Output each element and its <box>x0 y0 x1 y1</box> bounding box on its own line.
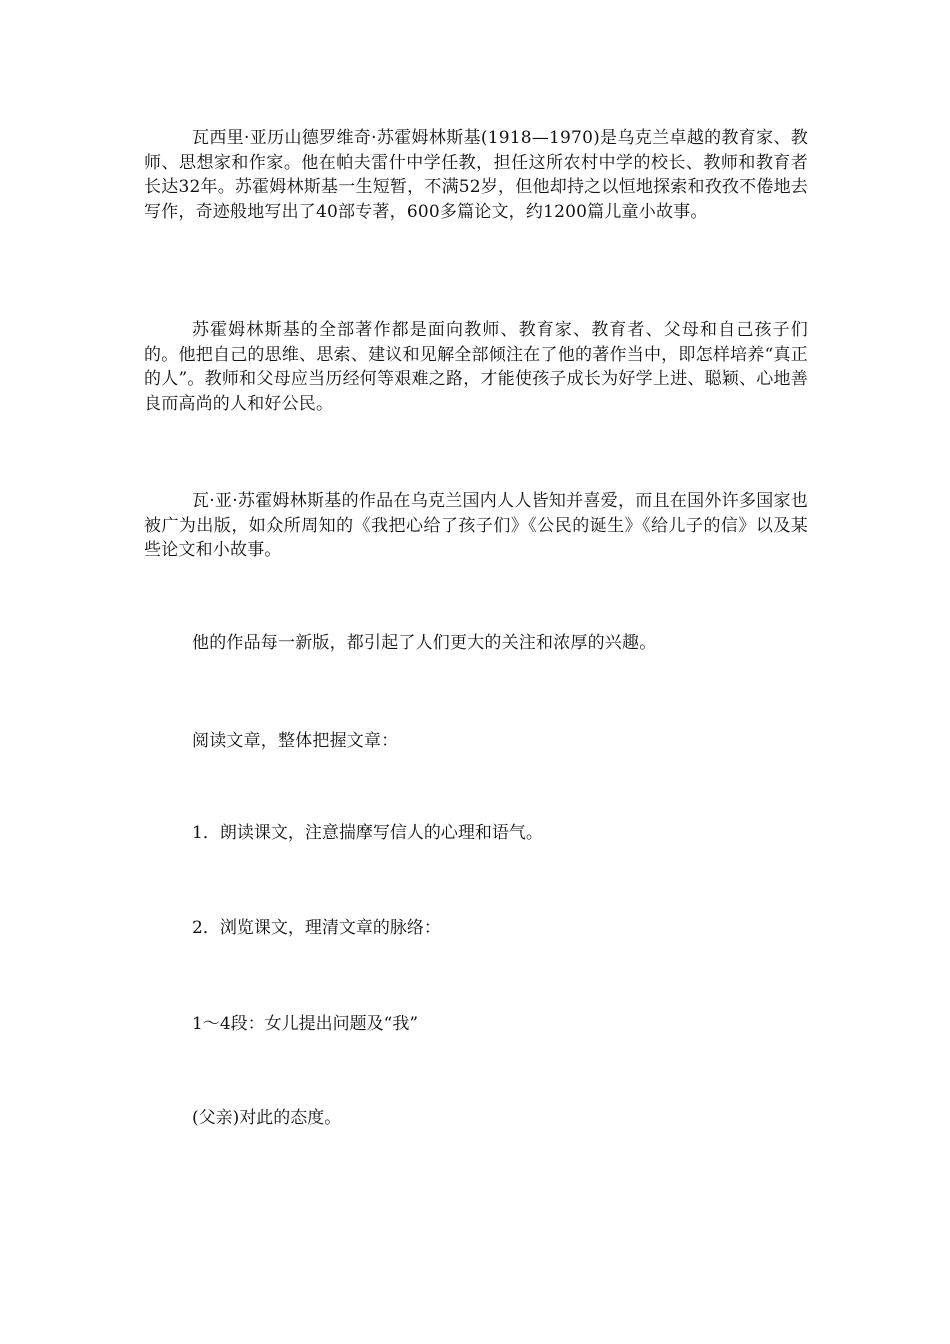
list-item-browse-text: 2．浏览课文，理清文章的脉络： <box>192 918 441 938</box>
paragraph-publications: 瓦·亚·苏霍姆林斯基的作品在乌克兰国内人人皆知并喜爱，而且在国外许多国家也被广为出版，如众所周知的《我把心给了孩子们》《公民的诞生》《给儿子的信》以及某些论文和小故事。 <box>144 491 808 560</box>
list-item-read-aloud: 1．朗读课文，注意揣摩写信人的心理和语气。 <box>192 823 543 843</box>
paragraph-new-editions: 他的作品每一新版，都引起了人们更大的关注和浓厚的兴趣。 <box>192 633 657 653</box>
paragraph-biography: 瓦西里·亚历山德罗维奇·苏霍姆林斯基(1918—1970)是乌克兰卓越的教育家、教师、思想家和作家。他在帕夫雷什中学任教，担任这所农村中学的校长、教师和教育者长达32年。苏霍姆林斯基一生短暂，不满52岁，但他却持之以恒地探索和孜孜不倦地去写作，奇迹般地写出了40部专著，600多篇论文，约1200篇儿童小故事。 <box>144 128 808 222</box>
paragraph-reading-task: 阅读文章，整体把握文章： <box>192 731 399 751</box>
paragraph-works-audience: 苏霍姆林斯基的全部著作都是面向教师、教育家、教育者、父母和自己孩子们的。他把自己的思维、思索、建议和见解全部倾注在了他的著作当中，即怎样培养“真正的人”。教师和父母应当历经何等艰难之路，才能使孩子成长为好学上进、聪颖、心地善良而高尚的人和好公民。 <box>144 320 808 414</box>
section-1-4-continuation: (父亲)对此的态度。 <box>192 1108 342 1128</box>
section-1-4-heading: 1～4段：女儿提出问题及“我” <box>192 1014 419 1034</box>
